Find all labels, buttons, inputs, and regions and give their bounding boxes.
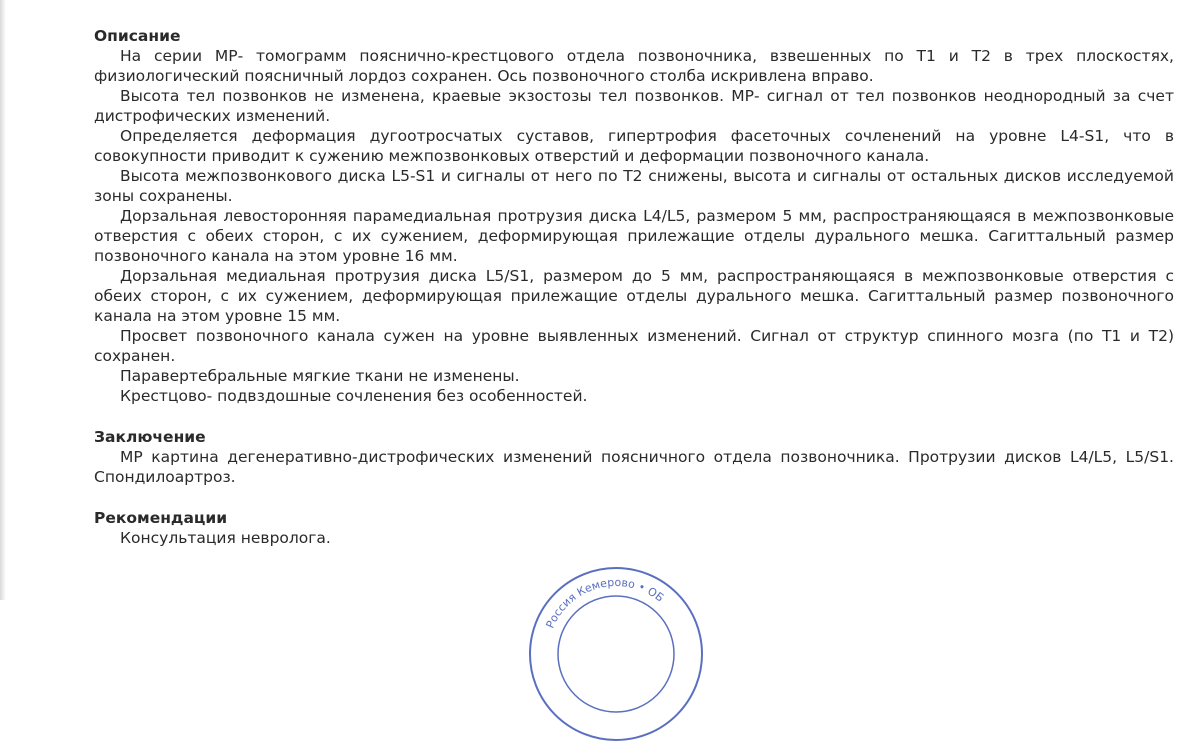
description-paragraph: Высота тел позвонков не изменена, краевые экзостозы тел позвонков. МР- сигнал от тел позвонков неоднородный за счет дистрофических изменений.	[94, 87, 1174, 125]
page-edge-shadow	[0, 0, 6, 600]
stamp-outer-ring	[530, 568, 702, 740]
description-paragraph: На серии МР- томограмм пояснично-крестцового отдела позвоночника, взвешенных по Т1 и Т2 в трех плоскостях, физиологический поясничный лордоз сохранен. Ось позвоночного столба искривлена вправо.	[94, 47, 1174, 85]
conclusion-heading: Заключение	[94, 428, 206, 446]
conclusion-text: МР картина дегенеративно-дистрофических изменений поясничного отдела позвоночника. Протрузии дисков L4/L5, L5/S1. Спондилоартроз.	[94, 448, 1174, 486]
section-spacer	[94, 406, 1174, 427]
description-paragraph: Крестцово- подвздошные сочленения без особенностей.	[120, 387, 588, 405]
stamp-inner-ring	[558, 596, 674, 712]
recommendations-heading: Рекомендации	[94, 509, 228, 527]
description-paragraph: Дорзальная левосторонняя парамедиальная протрузия диска L4/L5, размером 5 мм, распространяющаяся в межпозвонковые отверстия с обеих сторон, с их сужением, деформирующая прилежащие отделы дурального мешка. Сагиттальный размер позвоночного канала на этом уровне 16 мм.	[94, 207, 1174, 265]
description-paragraph: Просвет позвоночного канала сужен на уровне выявленных изменений. Сигнал от структур спинного мозга (по Т1 и Т2) сохранен.	[94, 327, 1174, 365]
stamp-text-path	[544, 576, 667, 630]
description-paragraph: Паравертебральные мягкие ткани не изменены.	[120, 367, 520, 385]
description-heading: Описание	[94, 27, 181, 45]
stamp-text: Россия Кемерово • ОБ	[543, 575, 667, 631]
description-paragraph: Дорзальная медиальная протрузия диска L5/S1, размером до 5 мм, распространяющаяся в межпозвонковые отверстия с обеих сторон, с их сужением, деформирующая прилежащие отделы дурального мешка. Сагиттальный размер позвоночного канала на этом уровне 15 мм.	[94, 267, 1174, 325]
document-page	[94, 26, 1174, 548]
description-paragraph: Определяется деформация дугоотросчатых суставов, гипертрофия фасеточных сочленений на уровне L4-S1, что в совокупности приводит к сужению межпозвонковых отверстий и деформации позвоночного канала.	[94, 127, 1174, 165]
section-spacer	[94, 487, 1174, 508]
description-paragraph: Высота межпозвонкового диска L5-S1 и сигналы от него по Т2 снижены, высота и сигналы от остальных дисков исследуемой зоны сохранены.	[94, 167, 1174, 205]
recommendations-text: Консультация невролога.	[120, 529, 331, 547]
official-stamp	[528, 566, 704, 742]
